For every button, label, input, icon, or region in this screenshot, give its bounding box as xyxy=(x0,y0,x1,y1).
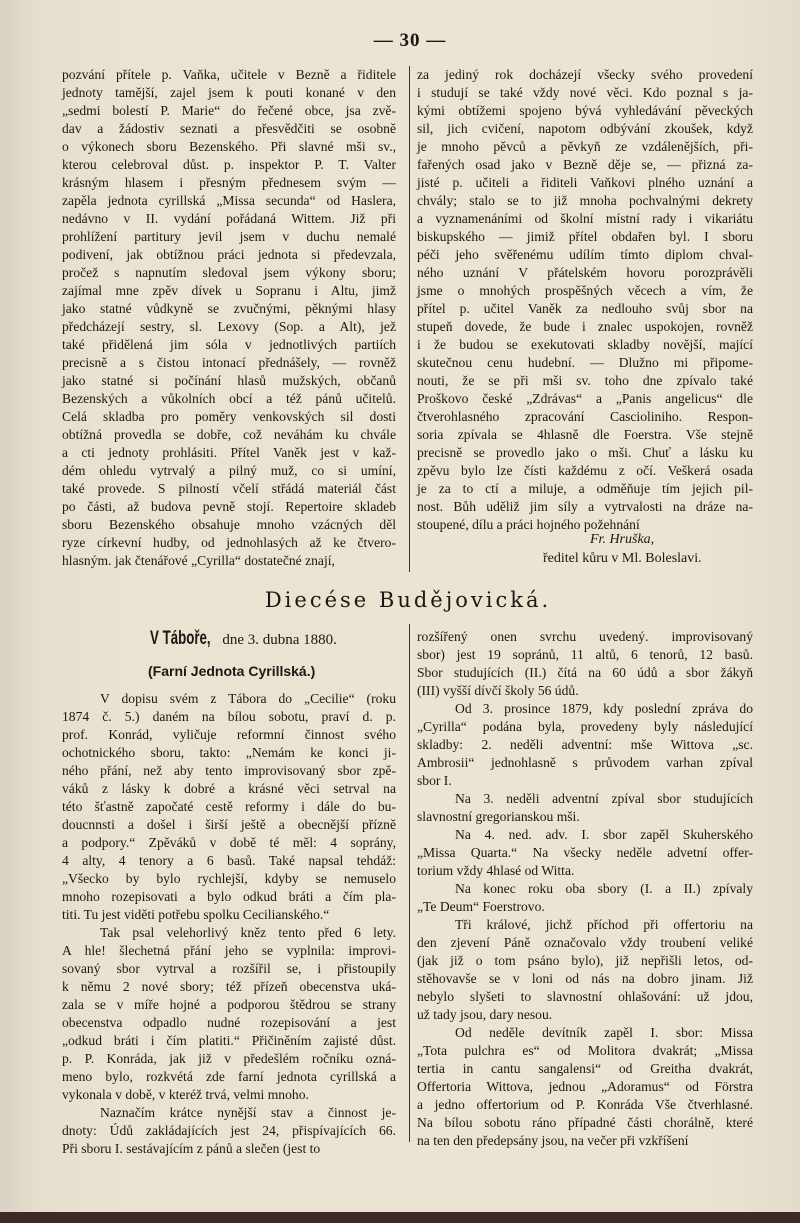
text-line: Na konec roku oba sbory (I. a II.) zpívaly xyxy=(455,881,753,896)
text-line: Od neděle devítník zapěl I. sbor: Missa xyxy=(455,1025,753,1040)
text-line: Od 3. prosince 1879, kdy poslední zpráva do xyxy=(455,701,753,716)
text-line: prof. Konrád, vyličuje reformní činnost svého xyxy=(62,727,396,742)
text-line: doucnnsti a došel i širší ještě a obecnější přízně xyxy=(62,817,396,832)
column-bottom-right xyxy=(417,628,753,1150)
text-line: jednoty tamější, zajel jsem k pouti konané v den xyxy=(62,85,396,100)
text-line: „odkud bráti i čím platiti.“ Přičiněním zajisté důst. xyxy=(62,1033,396,1048)
text-line: Tři králové, jichž příchod při offertoriu na xyxy=(455,917,753,932)
text-line: „Tota pulchra es“ od Molitora dvakrát; „Missa xyxy=(417,1043,753,1058)
text-line: této šťastně započaté cestě reformy i dále do bu- xyxy=(62,799,396,814)
text-line: jako statné si počínání hlasů mužských, občanů xyxy=(62,373,396,388)
text-line: nouti, že se při mši sv. toho dne zpívalo také xyxy=(417,373,753,388)
text-line: na ten den předepsány jsou, na večer při vzkříšení xyxy=(417,1133,689,1148)
text-line: „sedmi bolestí P. Marie“ do řečené obce, jsa zvě- xyxy=(62,103,396,118)
column-top-right xyxy=(417,66,753,534)
text-line: předcházejí sestry, sl. Lexovy (Sop. a Alt), jež xyxy=(62,319,396,334)
text-line: péči jeho svěřenému udílím tímto diplom chval- xyxy=(417,247,753,262)
column-bottom-left xyxy=(62,690,396,1158)
text-line: i studují se také vždy nové věci. Kdo poznal s ja- xyxy=(417,85,753,100)
text-line: titi. Tu jest viděti potřebu spolku Cecilianského.“ xyxy=(62,907,330,922)
text-line: čtverohlasného zpracování Cascioliniho. Respon- xyxy=(417,409,753,424)
text-line: V dopisu svém z Tábora do „Cecilie“ (roku xyxy=(100,691,396,706)
text-line: zapěla jednota cyrillská „Missa secunda“ od Haslera, xyxy=(62,193,396,208)
text-line: stěhovavše se v loni od nás na dobro jinam. Již xyxy=(417,971,753,986)
text-line: ného uznání V přátelském hovoru porozprávěli xyxy=(417,265,753,280)
text-line: Na 3. neděli adventní zpíval sbor studujících xyxy=(455,791,753,806)
text-line: meno bylo, rozkvétá zde farní jednota cyrillská a xyxy=(62,1069,396,1084)
text-line: nebylo slyšeti to slavnostní ohlašování: už jdou, xyxy=(417,989,753,1004)
text-line: torium vždy 4hlasé od Witta. xyxy=(417,863,575,878)
text-line: pročež s napnutím sledoval jsem výkony sboru; xyxy=(62,265,396,280)
text-line: 1874 č. 5.) daném na bílou sobotu, praví d. p. xyxy=(62,709,396,724)
text-line: a vyznamenáními od školní místní rady i vikariátu xyxy=(417,211,753,226)
section-heading: Diecése Budějovická. xyxy=(264,588,552,612)
column-divider-top xyxy=(409,66,410,572)
text-line: 4 alty, 4 tenory a 6 basů. Také napsal tehdáž: xyxy=(62,853,396,868)
text-line: po části, až budova pevně stojí. Repertoire skladeb xyxy=(62,499,396,514)
report-subtitle: (Farní Jednota Cyrillská.) xyxy=(148,663,316,679)
text-line: obtížná provedla se dobře, což neváhám ku chvále xyxy=(62,427,396,442)
text-line: (jak již o tom psáno bylo), již nepřišli letos, od- xyxy=(417,953,753,968)
text-line: p. P. Konráda, jak již v předešlém ročníku ozná- xyxy=(62,1051,396,1066)
text-line: Bezenských a vůkolních obcí a též pánů učitelů. xyxy=(62,391,396,406)
text-line: (III) vyšší dívčí školy 56 údů. xyxy=(417,683,579,698)
text-line: nedávno v II. vydání pořádaná Wittem. Již při xyxy=(62,211,396,226)
column-top-left xyxy=(62,66,396,570)
text-line: „Cyrilla“ podána byla, provedeny byly následující xyxy=(417,719,753,734)
report-date: dne 3. dubna 1880. xyxy=(222,632,337,648)
text-line: Tak psal velehorlivý kněz tento před 6 lety. xyxy=(100,925,396,940)
text-line: kterou celebroval důst. p. inspektor P. T. Valter xyxy=(62,157,396,172)
text-line: jako statné vůdkyně se zvučnými, pěknými hlasy xyxy=(62,301,396,316)
report-place: V Táboře, xyxy=(150,628,211,649)
text-line: Ambrosii“ jednohlasně s průvodem varhan zpíval xyxy=(417,755,753,770)
text-line: Celá skladba pro poměry venkovských sil dosti xyxy=(62,409,396,424)
text-line: přítel p. učitel Vaněk za nedlouho svůj sbor na xyxy=(417,301,753,316)
text-line: vykonala v době, v kteréž trvá, velmi mnoho. xyxy=(62,1087,309,1102)
text-line: váků z lásky k dobré a krásné věci setrval na xyxy=(62,781,396,796)
text-line: dav a žádostiv seznati a přesvědčiti se osobně xyxy=(62,121,396,136)
text-line: Naznačím krátce nynější stav a činnost je- xyxy=(100,1105,396,1120)
text-line: k němu 2 nové sbory; též přízeň obecenstva uká- xyxy=(62,979,396,994)
text-line: precisně se provedlo jako o mši. Chuť a lásku ku xyxy=(417,445,753,460)
page-edge xyxy=(0,1212,800,1223)
text-line: skutečnou cenu hudební. — Dlužno mi připome- xyxy=(417,355,753,370)
text-line: je za to ctí a miluje, a odměňuje tím jejich pil- xyxy=(417,481,753,496)
text-line: i že budou se exekutovati skladby novější, mající xyxy=(417,337,753,352)
text-line: Offertoria Wittova, jednou „Adoramus“ od Förstra xyxy=(417,1079,753,1094)
signature-name: Fr. Hruška, xyxy=(590,532,655,547)
text-line: rozšířený onen svrchu uvedený. improvisovaný xyxy=(417,629,753,644)
text-line: fařených osad jako v Bezně děje se, — přizná za- xyxy=(417,157,753,172)
text-line: také provede. S pilností včelí střádá materiál část xyxy=(62,481,396,496)
text-line: ochotnického sboru, takto: „Nemám ke konci ji- xyxy=(62,745,396,760)
text-line: pozvání přítele p. Vaňka, učitele v Bezně a řiditele xyxy=(62,67,396,82)
text-line: podivení, jak obtížnou práci jednota si předevzala, xyxy=(62,247,396,262)
text-line: tertia in cantu sangalensi“ od Greitha dvakrát, xyxy=(417,1061,753,1076)
text-line: a jedno offertorium od P. Konráda Vše čtverhlasné. xyxy=(417,1097,753,1112)
text-line: jsme o mnohých prospěšných věcech a vím, že xyxy=(417,283,753,298)
text-line: krásným hlasem i přesným přednesem svým — xyxy=(62,175,396,190)
text-line: stupeň dovede, že bude i znalec uspokojen, rovněž xyxy=(417,319,753,334)
text-line: za jediný rok docházejí všecky svého provedení xyxy=(417,67,753,82)
text-line: a podpory.“ Zpěváků v době té měl: 4 soprány, xyxy=(62,835,396,850)
text-line: stoupené, dílu a práci hojného požehnání xyxy=(417,517,640,532)
text-line: soria zpívala se 4hlasně dle Foerstra. Vše stejně xyxy=(417,427,753,442)
text-line: už tady jsou, dary nesou. xyxy=(417,1007,553,1022)
text-line: den zjevení Páně označovalo vždy troubení veliké xyxy=(417,935,753,950)
text-line: Sbor studujících (II.) čítá na 60 údů a sbor žákyň xyxy=(417,665,753,680)
text-line: sbor) jest 19 sopránů, 11 altů, 6 tenorů, 12 basů. xyxy=(417,647,753,662)
text-line: Při sboru I. sestávajícím z pánů a slečen (jest to xyxy=(62,1141,321,1156)
text-line: mnoho rozepisovati a bylo odkud bráti a čím pla- xyxy=(62,889,396,904)
text-line: sil, jich cvičení, napotom odbývání zkoušek, když xyxy=(417,121,753,136)
text-line: dém ohledu vytrvalý a pilný muž, co si umíní, xyxy=(62,463,396,478)
text-line: zajímal mne zpěv dívek u Sopranu i Altu, jimž xyxy=(62,283,396,298)
text-line: precisně a s čistou intonací přednášely, — rovněž xyxy=(62,355,396,370)
text-line: prohlížení partitury jevil jsem v duchu nemalé xyxy=(62,229,396,244)
text-line: obecenstva odpadlo nudné rozepisování a jest xyxy=(62,1015,396,1030)
text-line: jisté p. učiteli a řiditeli Vaňkovi plného uznání a xyxy=(417,175,753,190)
text-line: slavnostní gregorianskou mši. xyxy=(417,809,580,824)
column-divider-bottom xyxy=(409,624,410,1142)
text-line: Proškovo české „Zdrávas“ a „Panis angelicus“ dle xyxy=(417,391,753,406)
text-line: ného přání, než aby tento improvisovaný sbor zpě- xyxy=(62,763,396,778)
text-line: chvály; stalo se to již mnoha pochvalnými dekrety xyxy=(417,193,753,208)
text-line: kými obtížemi spojeno bývá vyhledávání pěveckých xyxy=(417,103,753,118)
text-line: skladby: 2. neděli adventní: mše Wittova „sc. xyxy=(417,737,753,752)
text-line: A hle! šlechetná přání jeho se vyplnila: improvi- xyxy=(62,943,396,958)
text-line: hlasným. jak čtenářové „Cyrilla“ dostatečné znají, xyxy=(62,553,335,568)
text-line: a cti jednoty prohlásiti. Přítel Vaněk jest v kaž- xyxy=(62,445,396,460)
text-line: „Missa Quarta.“ Na všecky neděle advetní offer- xyxy=(417,845,753,860)
text-line: Na bílou sobotu ráno případné části chorálně, které xyxy=(417,1115,753,1130)
signature-role: ředitel kůru v Ml. Boleslavi. xyxy=(543,551,702,566)
page-number: — 30 — xyxy=(373,30,447,51)
text-line: je mnoho pěvců a pěvkyň ze vzdálenějších, při- xyxy=(417,139,753,154)
text-line: nost. Bůh uděliž jim síly a vytrvalosti na dráze na- xyxy=(417,499,753,514)
text-line: sbor I. xyxy=(417,773,452,788)
text-line: ryze církevní hudby, od jednohlasých až ke čtvero- xyxy=(62,535,396,550)
text-line: také přidělená jim sóla v jednotlivých partiích xyxy=(62,337,396,352)
report-title xyxy=(150,628,400,650)
text-line: o výkonech sboru Bezenského. Při slavné mši sv., xyxy=(62,139,396,154)
text-line: zpěvu bylo lze čísti každému z očí. Veškerá osada xyxy=(417,463,753,478)
text-line: dnoty: Údů zakládajících jest 24, přispívajících 66. xyxy=(62,1123,396,1138)
text-line: Na 4. ned. adv. I. sbor zapěl Skuherského xyxy=(455,827,753,842)
text-line: sovaný sbor vytrval a rozšířil se, i přistoupily xyxy=(62,961,396,976)
text-line: „Všecko by bylo rychlejší, kdyby se nemuselo xyxy=(62,871,396,886)
text-line: biskupského — jimiž přítel obdařen byl. I sboru xyxy=(417,229,753,244)
text-line: zala se v míře hojné a podporou štědrou se strany xyxy=(62,997,396,1012)
text-line: sboru Bezenského obsahuje mnoho vzácných děl xyxy=(62,517,396,532)
text-line: „Te Deum“ Foerstrovo. xyxy=(417,899,545,914)
